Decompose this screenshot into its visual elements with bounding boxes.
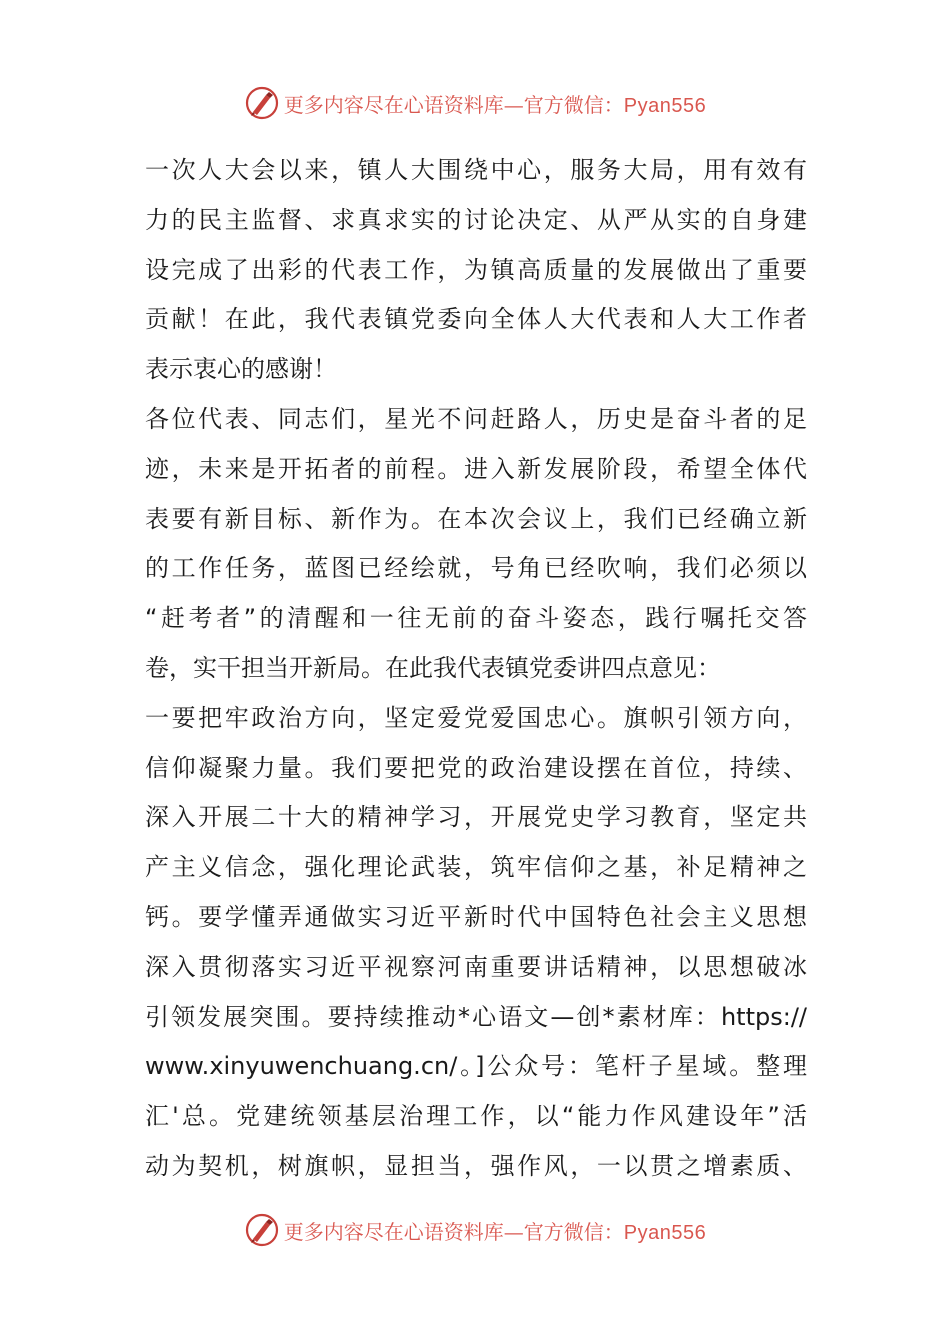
footer-banner [0, 1210, 950, 1250]
text-line: 表示衷心的感谢！ [145, 355, 337, 384]
banner-wechat-id: Pyan556 [623, 94, 707, 117]
text-line: 各位代表、同志们，星光不问赶路人，历史是奋斗者的足 [145, 404, 807, 433]
banner-wechat-id: Pyan556 [623, 1221, 707, 1244]
text-line: 力的民主监督、求真求实的讨论决定、从严从实的自身建 [145, 205, 807, 234]
document-body [145, 146, 807, 1192]
banner-prefix: 更多内容尽在心语资料库—官方微信： [283, 1219, 624, 1244]
text-line: 一次人大会以来，镇人大围绕中心，服务大局，用有效有 [145, 156, 807, 184]
text-line: 汇'总。党建统领基层治理工作，以“能力作风建设年”活 [145, 1102, 807, 1131]
text-line: 引领发展突围。要持续推动*心语文—创*素材库：https:// [145, 1002, 807, 1031]
text-line: “赶考者”的清醒和一往无前的奋斗姿态，践行嘱托交答 [145, 604, 807, 633]
text-line: 深入贯彻落实习近平视察河南重要讲话精神，以思想破冰 [145, 952, 807, 981]
pen-nib-icon [244, 1212, 280, 1248]
text-line: 钙。要学懂弄通做实习近平新时代中国特色社会主义思想 [145, 902, 807, 931]
banner-text [284, 1216, 706, 1245]
text-line: 的工作任务，蓝图已经绘就，号角已经吹响，我们必须以 [145, 554, 807, 583]
pen-nib-icon [244, 85, 280, 121]
text-line: 产主义信念，强化理论武装，筑牢信仰之基，补足精神之 [145, 853, 807, 882]
text-line: 贡献！在此，我代表镇党委向全体人大代表和人大工作者 [145, 305, 807, 334]
text-line: 表要有新目标、新作为。在本次会议上，我们已经确立新 [145, 504, 807, 533]
banner-prefix: 更多内容尽在心语资料库—官方微信： [283, 92, 624, 117]
text-line: 信仰凝聚力量。我们要把党的政治建设摆在首位，持续、 [145, 753, 807, 782]
text-line: 迹，未来是开拓者的前程。进入新发展阶段，希望全体代 [145, 454, 807, 483]
header-banner [0, 83, 950, 123]
banner-text [284, 89, 706, 118]
text-line: 卷，实干担当开新局。在此我代表镇党委讲四点意见： [145, 653, 721, 682]
text-line: 设完成了出彩的代表工作，为镇高质量的发展做出了重要 [145, 255, 807, 284]
text-line: 动为契机，树旗帜，显担当，强作风，一以贯之增素质、 [145, 1151, 807, 1180]
text-line: 一要把牢政治方向，坚定爱党爱国忠心。旗帜引领方向， [145, 703, 807, 732]
text-line: www.xinyuwenchuang.cn/。]公众号：笔杆子星域。整理 [145, 1052, 807, 1081]
text-line: 深入开展二十大的精神学习，开展党史学习教育，坚定共 [145, 803, 807, 832]
